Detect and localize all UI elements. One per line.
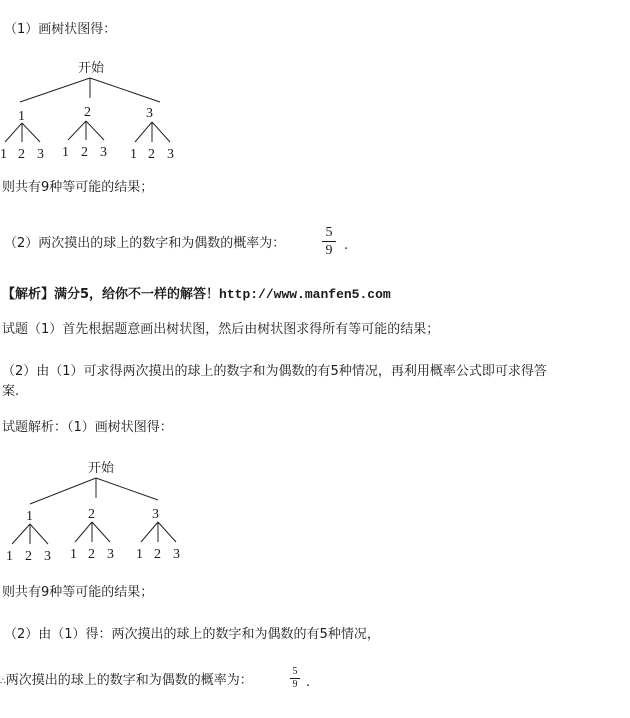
tree1-leaf: 1 xyxy=(0,147,7,162)
part2-fraction xyxy=(322,224,336,259)
analysis-line-2a: （2）由（1）可求得两次摸出的球上的数字和为偶数的有5种情况，再利用概率公式即可求得答 xyxy=(2,364,547,379)
tree2-leaf: 1 xyxy=(136,547,143,562)
solution-total-line: 则共有9种等可能的结果； xyxy=(2,585,154,600)
part2-line xyxy=(4,236,285,252)
tree1-root: 开始 xyxy=(78,61,105,76)
tree2-leaf: 3 xyxy=(173,547,180,562)
tree1-leaf: 1 xyxy=(62,145,69,160)
tree1-leaf: 3 xyxy=(100,145,107,160)
solution-heading: 试题解析：（1）画树状图得： xyxy=(2,420,173,435)
tree2-leaf: 1 xyxy=(6,549,13,564)
tree1-leaf: 1 xyxy=(130,147,137,162)
source-url: http://www.manfen5.com xyxy=(219,287,391,302)
analysis-header xyxy=(2,287,391,303)
tree-diagram-1 xyxy=(0,58,200,166)
solution-final-line xyxy=(0,673,253,690)
tree1-leaf: 2 xyxy=(148,147,155,162)
tree2-leaf: 2 xyxy=(154,547,161,562)
tree1-node-1: 1 xyxy=(18,109,25,124)
tree1-leaf: 3 xyxy=(37,147,44,162)
tree1-node-3: 3 xyxy=(146,106,153,121)
part1-total-line: 则共有9种等可能的结果； xyxy=(2,180,154,195)
fraction-denominator: 9 xyxy=(292,679,298,690)
final-prefix: 两次摸出的球上的数字和为偶数的概率为： xyxy=(5,673,253,688)
part2-prefix: （2）两次摸出的球上的数字和为偶数的概率为： xyxy=(4,236,286,251)
tree1-leaf: 2 xyxy=(81,145,88,160)
tree-diagram-2 xyxy=(0,458,200,566)
tree1-leaf: 2 xyxy=(18,147,25,162)
fraction-numerator: 5 xyxy=(292,666,298,677)
tree2-leaf: 1 xyxy=(70,547,77,562)
tree2-leaf: 2 xyxy=(88,547,95,562)
analysis-tag: 【解析】满分5，给你不一样的解答！ xyxy=(2,287,220,302)
final-fraction xyxy=(290,666,300,691)
tree2-leaf: 3 xyxy=(44,549,51,564)
tree2-node-2: 2 xyxy=(88,507,95,522)
analysis-line-2b: 案. xyxy=(2,384,20,399)
tree2-node-1: 1 xyxy=(26,509,33,524)
part2-suffix: . xyxy=(344,238,349,253)
tree2-node-3: 3 xyxy=(152,507,159,522)
tree1-leaf: 3 xyxy=(167,147,174,162)
tree2-leaf: 2 xyxy=(25,549,32,564)
fraction-numerator: 5 xyxy=(325,225,333,240)
part1-heading: （1）画树状图得： xyxy=(4,22,117,37)
final-suffix: . xyxy=(306,675,311,690)
tree2-root: 开始 xyxy=(88,461,115,476)
therefore-symbol: ∴ xyxy=(0,677,6,687)
tree2-leaf: 3 xyxy=(107,547,114,562)
analysis-line-1: 试题（1）首先根据题意画出树状图，然后由树状图求得所有等可能的结果； xyxy=(2,322,440,337)
fraction-denominator: 9 xyxy=(325,243,333,258)
solution-part2-line: （2）由（1）得：两次摸出的球上的数字和为偶数的有5种情况， xyxy=(4,627,380,642)
tree1-node-2: 2 xyxy=(84,105,91,120)
